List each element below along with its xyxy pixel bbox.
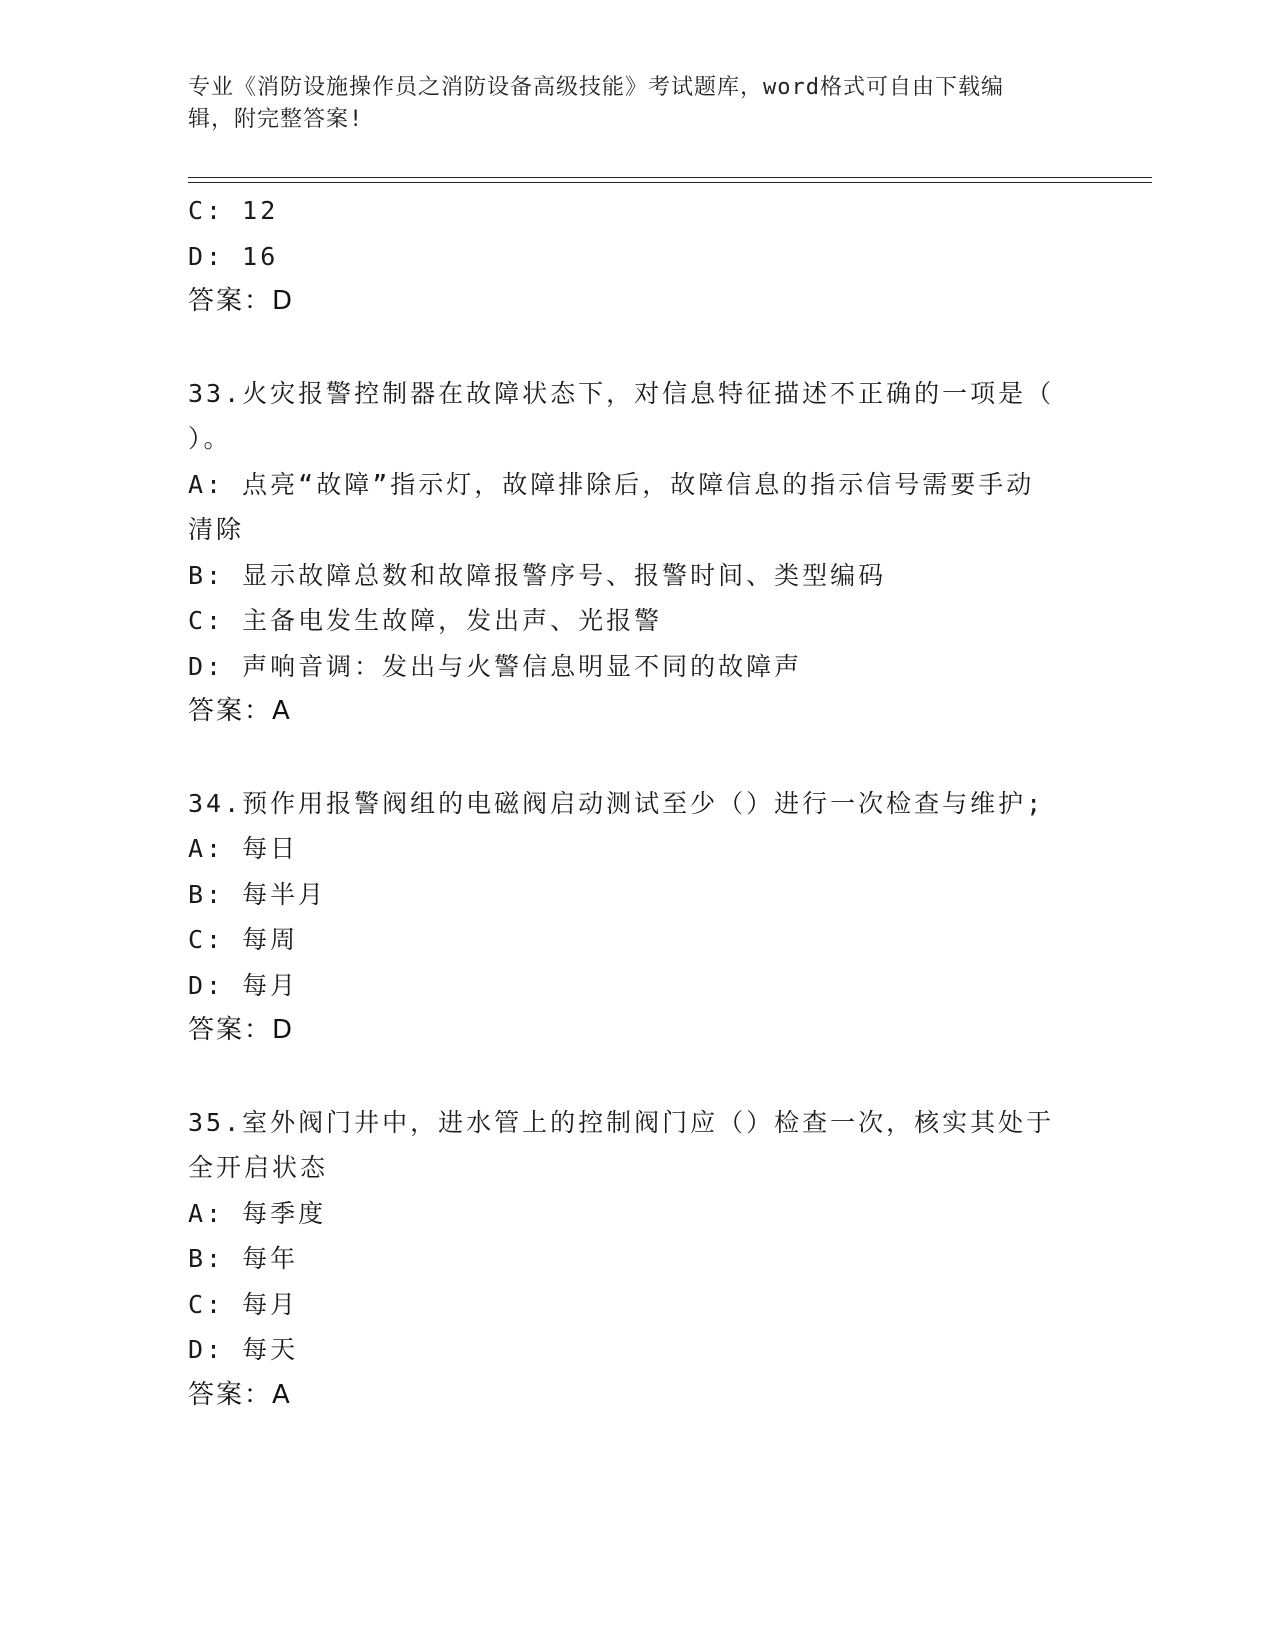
option-a: A: 每季度	[188, 1198, 327, 1228]
option-c: C: 主备电发生故障，发出声、光报警	[188, 606, 663, 635]
question-spacer	[188, 1054, 1088, 1100]
option-a-cont: 清除	[188, 515, 245, 544]
answer-label: 答案：D	[188, 286, 295, 316]
option-a: A: 每日	[188, 834, 299, 863]
option-b: B: 每半月	[188, 879, 327, 909]
option-b: B: 显示故障总数和故障报警序号、报警时间、类型编码	[188, 560, 887, 590]
question-stem-cont: 全开启状态	[188, 1153, 329, 1182]
question-stem-cont: ）。	[188, 424, 232, 453]
header-line-1: 专业《消防设施操作员之消防设备高级技能》考试题库，word格式可自由下载编	[188, 75, 1004, 100]
question-32-tail	[188, 188, 1088, 325]
question-spacer	[188, 735, 1088, 781]
option-c: C: 每周	[188, 925, 299, 954]
question-33	[188, 371, 1088, 735]
option-d: D: 声响音调：发出与火警信息明显不同的故障声	[188, 651, 803, 681]
question-35	[188, 1100, 1088, 1419]
answer-label: 答案：A	[188, 1379, 292, 1410]
header-divider-bottom	[188, 182, 1152, 183]
option-d: D: 每天	[188, 1335, 299, 1364]
option-d: D: 16	[188, 241, 279, 271]
question-34	[188, 781, 1088, 1054]
option-c: C: 每月	[188, 1289, 299, 1319]
option-d: D: 每月	[188, 970, 299, 1000]
header-divider-top	[188, 177, 1152, 178]
option-c: C: 12	[188, 196, 279, 225]
answer-label: 答案：A	[188, 696, 292, 726]
answer-label: 答案：D	[188, 1015, 295, 1045]
question-stem: 35.室外阀门井中，进水管上的控制阀门应（）检查一次，核实其处于	[188, 1107, 1055, 1137]
option-b: B: 每年	[188, 1244, 299, 1273]
question-stem: 33.火灾报警控制器在故障状态下，对信息特征描述不正确的一项是（	[188, 378, 1055, 408]
header-line-2: 辑，附完整答案!	[188, 107, 364, 132]
question-spacer	[188, 325, 1088, 371]
document-header	[188, 72, 1088, 136]
question-list	[188, 188, 1088, 1418]
question-stem: 34.预作用报警阀组的电磁阀启动测试至少（）进行一次检查与维护;	[188, 788, 1045, 818]
option-a: A: 点亮“故障”指示灯，故障排除后，故障信息的指示信号需要手动	[188, 469, 1035, 499]
